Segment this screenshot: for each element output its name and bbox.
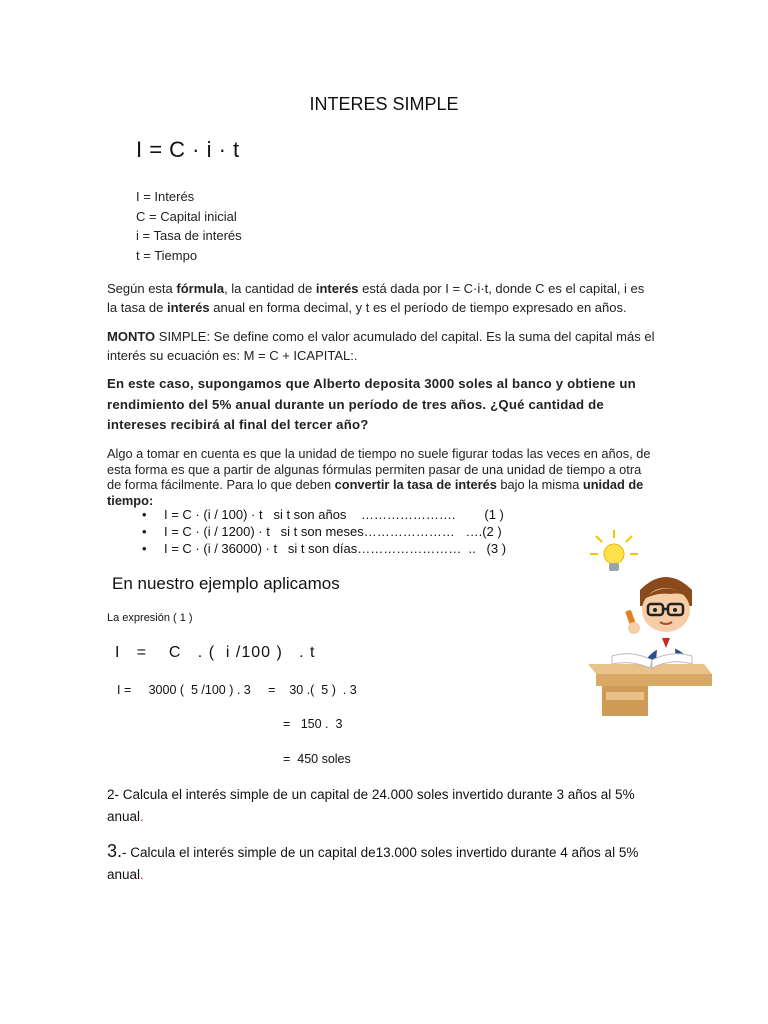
legend-item: t = Tiempo: [136, 247, 198, 263]
example-heading: En nuestro ejemplo aplicamos: [112, 574, 340, 593]
variable-legend: [136, 187, 242, 265]
formula-variants-list: [136, 506, 506, 557]
legend-item: i = Tasa de interés: [136, 228, 242, 243]
legend-item: I = Interés: [136, 189, 195, 204]
exercise-question-2: 2- Calcula el interés simple de un capital de 24.000 soles invertido durante 3 años al 5% anual.: [107, 787, 635, 824]
document-title: INTERES SIMPLE: [309, 94, 459, 114]
expression-label: La expresión ( 1 ): [107, 612, 193, 624]
student-illustration: [584, 530, 712, 720]
time-unit-note: Algo a tomar en cuenta es que la unidad de tiempo no suele figurar todas las veces en años, de esta forma es que a partir de algunas fórmulas permiten pasar de una unidad de tiempo a otra de forma fácilmente. Para lo que deben convertir la tasa de interés bajo la misma unidad de tiempo:: [107, 446, 651, 508]
list-item: • I = C · (i / 1200) · t si t son meses………………… ….(2 ): [136, 523, 506, 540]
desk-icon: [588, 654, 712, 716]
list-item: • I = C · (i / 36000) · t si t son días…………………… .. (3 ): [136, 540, 506, 557]
main-formula: I = C · i · t: [136, 137, 240, 162]
calc-step-1: I = 3000 ( 5 /100 ) . 3 = 30 .( 5 ) . 3: [117, 683, 357, 697]
lightbulb-icon: [590, 530, 638, 571]
legend-item: C = Capital inicial: [136, 208, 237, 224]
list-item: • I = C · (i / 100) · t si t son años …………………. (1 ): [136, 506, 506, 523]
example-problem: En este caso, supongamos que Alberto deposita 3000 soles al banco y obtiene un rendimiento del 5% anual durante un período de tres años. ¿Qué cantidad de intereses recibirá al final del tercer año?: [107, 376, 636, 432]
exercise-question-3: 3.- Calcula el interés simple de un capital de13.000 soles invertido durante 4 años al 5% anual.: [107, 841, 639, 882]
expression-formula: I = C . ( i /100 ) . t: [115, 644, 316, 661]
calc-step-2: = 150 . 3: [283, 717, 343, 731]
monto-definition: MONTO SIMPLE: Se define como el valor acumulado del capital. Es la suma del capital más el interés su ecuación es: M = C + ICAPITAL:.: [107, 329, 655, 363]
student-icon: [625, 577, 692, 662]
calc-step-3: = 450 soles: [283, 752, 351, 766]
formula-explanation: Según esta fórmula, la cantidad de interés está dada por I = C·i·t, donde C es el capital, i es la tasa de interés anual en forma decimal, y t es el período de tiempo expresado en años.: [107, 281, 645, 315]
